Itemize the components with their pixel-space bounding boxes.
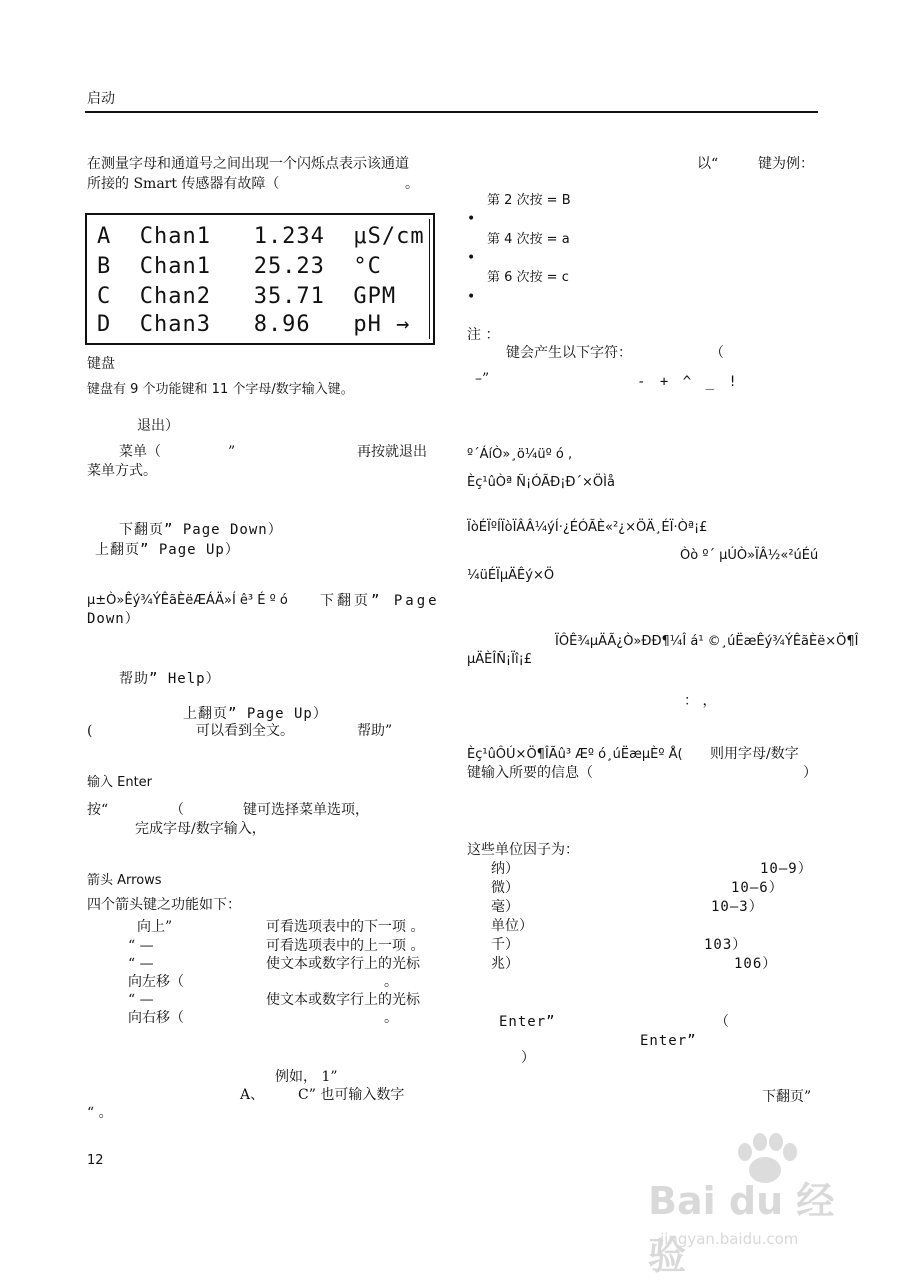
symbols-quote: –”	[475, 371, 490, 387]
unit-factor: 106）	[734, 956, 778, 972]
intro-line-2b: 。	[405, 176, 419, 192]
press-6-times: 第 6 次按 = c	[487, 270, 569, 285]
menu-key-desc-2: 菜单方式。	[87, 463, 157, 479]
garbled-r-7: µÄÈÎÑ¡Ïî¡£	[467, 652, 533, 667]
left-arrow-desc-end: 。	[384, 974, 398, 990]
note-description: 键会产生以下字符：	[506, 345, 632, 361]
keyboard-heading: 键盘	[87, 356, 115, 372]
left-arrow-desc-2: 向左移（	[128, 974, 184, 990]
lcd-line-a: A Chan1 1.234 μS/cm	[97, 224, 425, 249]
garbled-line-1b: 下翻页” Page	[320, 593, 440, 609]
units-heading: 这些单位因子为：	[467, 842, 579, 858]
garbled-line-1c: Down）	[87, 611, 140, 627]
up-arrow-label: 向上”	[137, 919, 173, 935]
garbled-line-1a: µ±Ò»Êý¾ÝÊãÈëÆÁÄ»Í ê³ É º ó	[87, 593, 288, 608]
note-paren: （	[710, 345, 724, 361]
press-4-times: 第 4 次按 = a	[487, 232, 570, 247]
bullet-2: •	[467, 250, 476, 266]
header-divider	[85, 111, 818, 113]
garbled-r-2: Èç¹ûÒª Ñ¡ÓÃÐ¡Ð´×ÖÌå	[467, 475, 615, 490]
unit-name: 微）	[491, 880, 519, 896]
enter-paren: （	[715, 1014, 729, 1030]
down-arrow-label: “ —	[128, 938, 154, 954]
menu-key-quote: ”	[228, 444, 236, 460]
left-arrow-label: “ —	[128, 956, 154, 972]
lcd-display-figure	[85, 213, 435, 345]
watermark-brand: Bai du 经验	[648, 1179, 835, 1278]
enter-line-2: 完成字母/数字输入，	[135, 821, 266, 837]
unit-name: 毫）	[491, 899, 519, 915]
page-number: 12	[87, 1153, 104, 1168]
enter-line-1b: （	[170, 802, 184, 818]
enter-line-1a: 按“	[87, 802, 109, 818]
keyboard-description: 键盘有 9 个功能键和 11 个字母/数字输入键。	[87, 382, 354, 397]
unit-factor: 10–9）	[760, 861, 813, 877]
info-entry-line: 键输入所要的信息（	[467, 765, 593, 781]
note-label: 注 ：	[467, 327, 500, 343]
left-arrow-desc: 使文本或数字行上的光标	[266, 956, 420, 972]
example-line-1: 例如， 1”	[275, 1069, 338, 1085]
unit-name: 纳）	[491, 861, 519, 877]
menu-key-desc: 再按就退出	[357, 444, 427, 460]
enter-key-label: Enter”	[499, 1014, 556, 1030]
fulltext-desc: 可以看到全文。	[196, 723, 294, 739]
unit-name: 单位）	[491, 918, 533, 934]
enter-key-label-2: Enter”	[640, 1033, 697, 1049]
lcd-line-c: C Chan2 35.71 GPM	[97, 284, 397, 309]
lcd-line-d: D Chan3 8.96 pH →	[97, 312, 411, 337]
unit-factor: 10–6）	[731, 880, 784, 896]
garbled-r-8a: Èç¹ûÔÚ×Ö¶ÎÃû³ Æº ó¸úËæµÈº Å(	[467, 747, 683, 762]
example-line-3: “ 。	[87, 1105, 113, 1121]
garbled-r-4: Òò º´ µÚÒ»ÏÂ½«²úÉú	[680, 548, 819, 563]
page-down-key-label: 下翻页” Page Down）	[119, 522, 283, 538]
unit-factor: 103）	[704, 937, 748, 953]
watermark-url: jingyan.baidu.com	[660, 1230, 799, 1248]
garbled-r-6: ÏÔÊ¾µÄÃ¿Ò»ÐÐ¶¼Î á¹ ©¸úËæÊý¾ÝÊãÈë×Ö¶Î	[555, 634, 859, 649]
down-arrow-desc: 可看选项表中的上一项 。	[266, 938, 425, 954]
exit-key-label: 退出）	[137, 418, 179, 434]
right-arrow-label: “ —	[128, 992, 154, 1008]
unit-name: 兆）	[491, 956, 519, 972]
info-entry-end: ）	[803, 765, 817, 781]
arrows-description: 四个箭头键之功能如下：	[87, 897, 241, 913]
garbled-r-1: º´ÁíÒ»¸ö¼üº ó ,	[467, 447, 573, 462]
intro-line-2a: 所接的 Smart 传感器有故障（	[87, 176, 280, 192]
page-header-title: 启动	[87, 91, 115, 107]
right-arrow-desc-end: 。	[384, 1010, 398, 1026]
bullet-1: •	[467, 211, 476, 227]
page-up-key-label: 上翻页” Page Up）	[95, 542, 240, 558]
enter-heading: 输入 Enter	[87, 775, 153, 790]
unit-factor: 10–3）	[711, 899, 764, 915]
garbled-r-8b: 则用字母/数字	[710, 746, 799, 762]
unit-name: 千）	[491, 937, 519, 953]
enter-paren-close: ）	[521, 1050, 535, 1066]
example-intro-a: 以“	[697, 156, 719, 172]
arrows-heading: 箭头 Arrows	[87, 873, 162, 888]
page-down-ref: 下翻页”	[762, 1089, 812, 1105]
baidu-watermark	[640, 1130, 870, 1278]
colon-mark: ： ，	[684, 693, 717, 709]
right-arrow-desc-2: 向右移（	[128, 1010, 184, 1026]
fulltext-open: (	[87, 723, 93, 739]
bullet-3: •	[467, 289, 476, 305]
lcd-line-b: B Chan1 25.23 °C	[97, 254, 382, 279]
enter-line-1c: 键可选择菜单选项，	[243, 802, 369, 818]
menu-key-label: 菜单（	[119, 444, 161, 460]
help-key-label: 帮助” Help）	[119, 671, 221, 687]
fulltext-help: 帮助”	[357, 723, 393, 739]
example-intro-b: 键为例：	[758, 156, 814, 172]
right-arrow-desc: 使文本或数字行上的光标	[266, 992, 420, 1008]
page-up-label-2: 上翻页” Page Up）	[183, 706, 328, 722]
example-line-2a: A、	[240, 1087, 265, 1103]
garbled-r-3: ÏòÉÏºÍÏòÏÂÂ¼ýÍ·¿ÉÓÃÈ«²¿×ÖÄ¸ÉÏ·Òª¡£	[467, 520, 708, 535]
symbols-list: - + ^ _ !	[637, 374, 740, 390]
press-2-times: 第 2 次按 = B	[487, 193, 571, 208]
intro-line-1: 在测量字母和通道号之间出现一个闪烁点表示该通道	[87, 156, 409, 172]
example-line-2b: C” 也可输入数字	[298, 1087, 405, 1103]
garbled-r-5: ¼üÉÏµÄÊý×Ö	[467, 568, 555, 583]
up-arrow-desc: 可看选项表中的下一项 。	[266, 919, 425, 935]
